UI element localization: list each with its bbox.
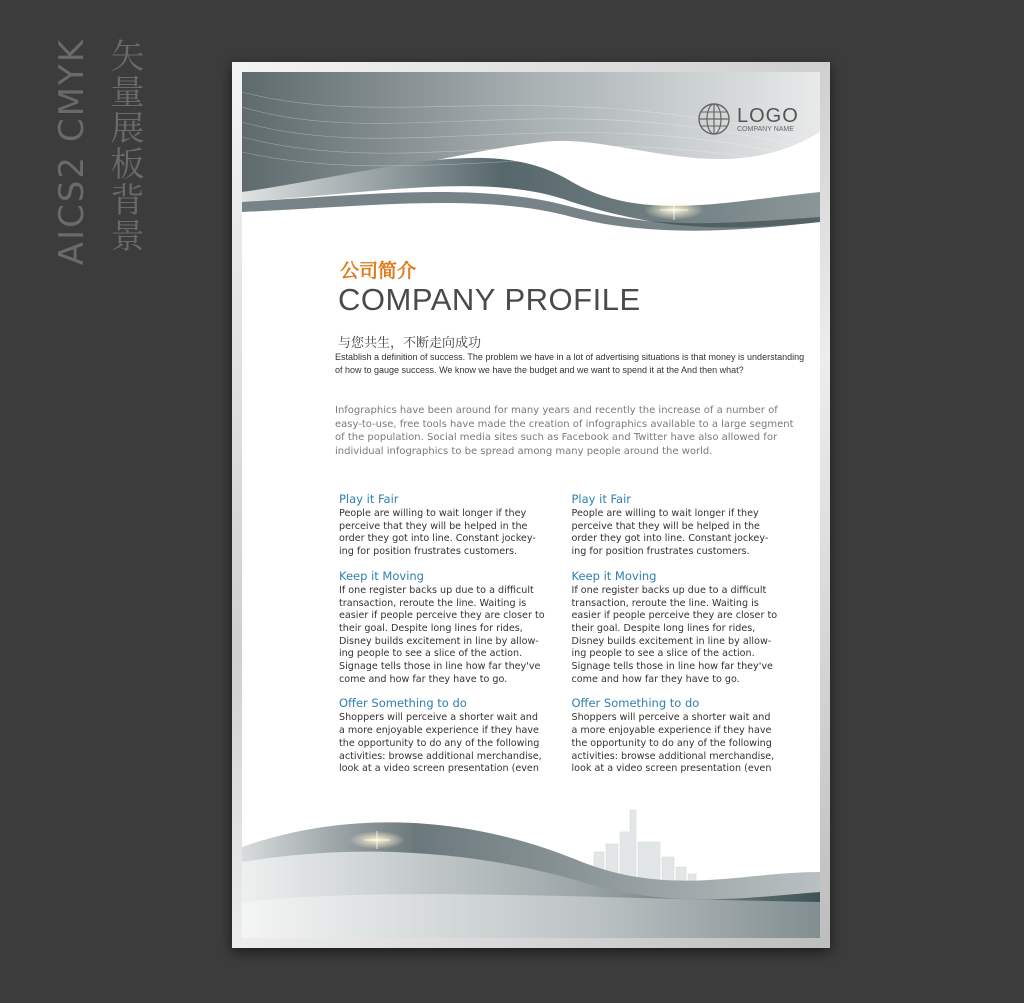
- poster-frame: [232, 62, 830, 948]
- logo-title: LOGO: [737, 104, 799, 127]
- section-body: People are willing to wait longer if they perceive that they will be helped in the order they got into line. Constant jockey-ing for position frustrates customers.: [339, 508, 536, 558]
- side-watermark: [52, 38, 149, 265]
- column-left: [339, 492, 547, 786]
- content-columns: [339, 492, 779, 786]
- company-logo: [697, 102, 799, 136]
- section-offer-something: [572, 696, 780, 776]
- section-keep-it-moving: [339, 569, 547, 687]
- section-body: Shoppers will perceive a shorter wait and a more enjoyable experience if they have the opportunity to do any of the following activities: browse additional merchandise, look at a video screen presentation (even: [571, 712, 775, 775]
- section-play-it-fair: [339, 492, 547, 559]
- slogan-chinese: 与您共生，不断走向成功: [338, 336, 482, 351]
- title-chinese: 公司简介: [340, 260, 417, 282]
- intro-paragraph-1: Establish a definition of success. The problem we have in a lot of advertising situations is that money is understanding of how to gauge success. We know we have the budget and we want to spend it at the And then what?: [335, 352, 805, 375]
- title-english: COMPANY PROFILE: [338, 282, 641, 317]
- intro-paragraph-2: Infographics have been around for many years and recently the increase of a number of easy-to-use, free tools have made the creation of infographics available to a large segment of the population. Social media sites such as Facebook and Twitter have also allowed for individual infographics to be spread among many people around the world.: [335, 405, 794, 457]
- bottom-wave-decoration: [242, 802, 820, 938]
- top-wave-decoration: [242, 72, 820, 242]
- section-title: Keep it Moving: [571, 568, 657, 583]
- section-title: Play it Fair: [571, 492, 632, 506]
- section-offer-something: [339, 696, 547, 776]
- logo-subtitle: COMPANY NAME: [737, 125, 794, 133]
- section-play-it-fair: [572, 492, 780, 559]
- section-title: Offer Something to do: [571, 696, 700, 711]
- section-title: Offer Something to do: [339, 696, 467, 711]
- section-body: Shoppers will perceive a shorter wait and a more enjoyable experience if they have the opportunity to do any of the following activities: browse additional merchandise, look at a video screen presentation (even: [339, 712, 542, 775]
- watermark-latin: AICS2 CMYK: [52, 38, 92, 266]
- poster-panel: [242, 72, 820, 938]
- section-keep-it-moving: [572, 569, 780, 687]
- section-body: People are willing to wait longer if they perceive that they will be helped in the order they got into line. Constant jockey-ing for position frustrates customers.: [571, 508, 769, 558]
- section-title: Keep it Moving: [339, 568, 424, 583]
- column-right: [572, 492, 780, 786]
- section-body: If one register backs up due to a difficult transaction, reroute the line. Waiting is easier if people perceive they are closer to their goal. Despite long lines for rides, Disney builds excitement in line by allow-ing people to see a slice of the action. Signage tells those in line how far they've come and how far they have to go.: [571, 584, 778, 685]
- section-body: If one register backs up due to a difficult transaction, reroute the line. Waiting is easier if people perceive they are closer to their goal. Despite long lines for rides, Disney builds excitement in line by allow-ing people to see a slice of the action. Signage tells those in line how far they've come and how far they have to go.: [339, 584, 545, 685]
- section-title: Play it Fair: [339, 492, 399, 506]
- globe-icon: [697, 102, 731, 136]
- watermark-cn: 矢量展板背景: [104, 38, 144, 254]
